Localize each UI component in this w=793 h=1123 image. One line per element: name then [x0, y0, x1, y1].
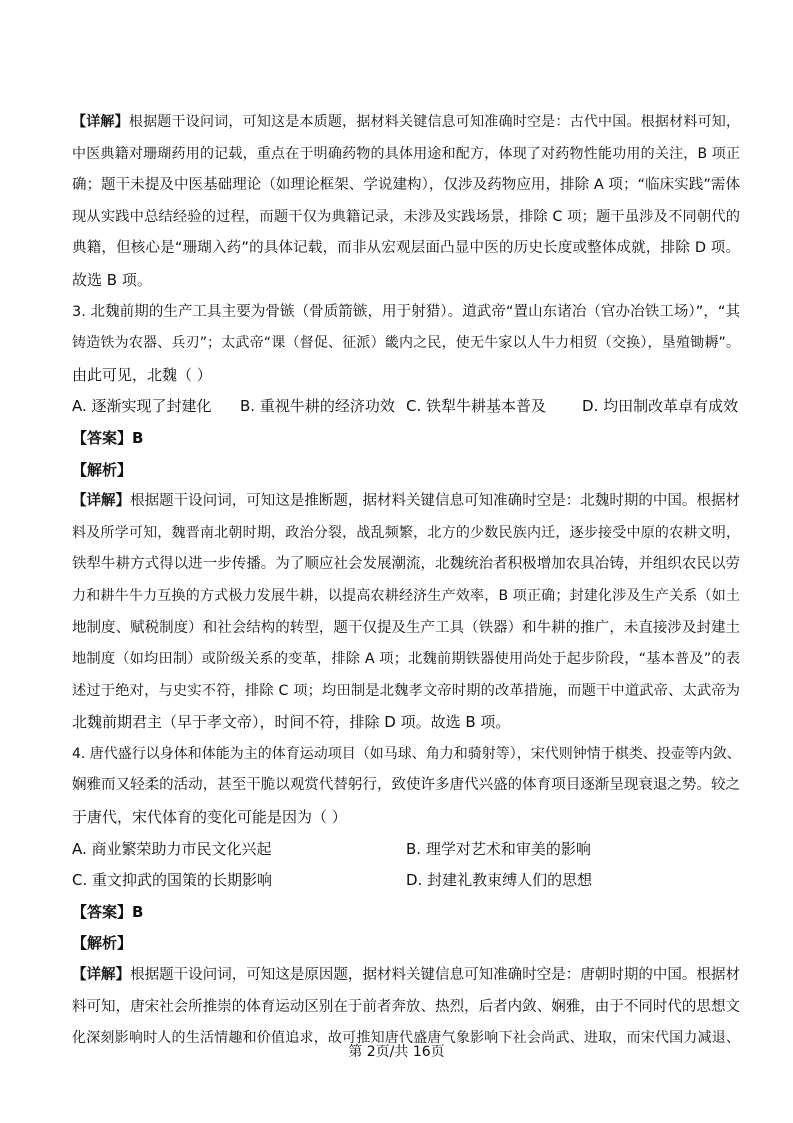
q3-option-c: C. 铁犁牛耕基本普及: [406, 397, 547, 416]
q3-analysis-label: 【解析】: [72, 460, 133, 479]
q3-detail-line-8: 北魏前期君主（早于孝文帝），时间不符，排除 D 项。故选 B 项。: [72, 713, 511, 732]
q2-detail-line-6: 故选 B 项。: [72, 270, 152, 289]
q3-option-a: A. 逐渐实现了封建化: [72, 397, 212, 416]
detail-label: 【详解】: [72, 114, 129, 130]
document-page: [72, 107, 740, 1055]
q3-detail-line-3: 铁犁牛耕方式得以进一步传播。为了顺应社会发展潮流，北魏统治者积极增加农具冶铸，并组织农民以劳: [72, 556, 740, 573]
q3-detail-line-4: 力和耕牛牛力互换的方式极力发展牛耕，以提高农耕经济生产效率，B 项正确；封建化涉及生产关系（如土: [72, 587, 740, 604]
q2-detail-line-2: 中医典籍对珊瑚药用的记载，重点在于明确药物的具体用途和配方，体现了对药物性能功用的关注，B 项正: [72, 145, 740, 162]
q2-detail-line-1: 【详解】根据题干设问词，可知这是本质题，据材料关键信息可知准确时空是：古代中国。根据材料可知，: [72, 114, 741, 130]
page-footer: 第 2页/共 16页: [348, 1044, 445, 1060]
q3-detail-line-1: 【详解】根据题干设问词，可知这是推断题，据材料关键信息可知准确时空是：北魏时期的中国。根据材: [72, 493, 741, 510]
q2-detail-line-5: 典籍，但核心是“珊瑚入药”的具体记载，而非从宏观层面凸显中医的历史长度或整体成就，排除 D 项。: [72, 240, 740, 257]
q4-options-row-2: [72, 865, 740, 897]
q3-detail-line-2: 料及所学可知，魏晋南北朝时期，政治分裂，战乱频繁，北方的少数民族内迁，逐步接受中原的农耕文明，: [72, 524, 740, 541]
q2-detail-line-4: 现从实践中总结经验的过程，而题干仅为典籍记录，未涉及实践场景，排除 C 项；题干虽涉及不同朝代的: [72, 208, 740, 225]
q4-analysis-label: 【解析】: [72, 934, 133, 953]
q4-stem-line-1: 4. 唐代盛行以身体和体能为主的体育运动项目（如马球、角力和骑射等），宋代则钟情于棋类、投壶等内敛、: [72, 745, 741, 762]
q4-option-c: C. 重文抑武的国策的长期影响: [72, 871, 273, 890]
q3-detail-line-7: 述过于绝对，与史实不符，排除 C 项；均田制是北魏孝文帝时期的改革措施，而题干中道武帝、太武帝为: [72, 682, 740, 699]
q4-detail-line-3: 化深刻影响时人的生活情趣和价值追求，故可推知唐代盛唐气象影响下社会尚武、进取，而宋代国力减退、: [72, 1030, 740, 1047]
q3-option-d: D. 均田制改革卓有成效: [582, 397, 739, 416]
q3-stem-line-3: 由此可见，北魏（ ）: [72, 365, 212, 384]
q4-answer: 【答案】B: [72, 902, 144, 921]
q2-detail-line-3: 确；题干未提及中医基础理论（如理论框架、学说建构），仅涉及药物应用，排除 A 项；“临床实践”需体: [72, 177, 740, 194]
detail-label: 【详解】: [72, 967, 131, 984]
q4-stem-line-2: 娴雅而又轻柔的活动，甚至干脆以观赏代替躬行，致使许多唐代兴盛的体育项目逐渐呈现衰退之势。较之: [72, 777, 740, 794]
q3-answer: 【答案】B: [72, 428, 144, 447]
q4-detail-line-1: 【详解】根据题干设问词，可知这是原因题，据材料关键信息可知准确时空是：唐朝时期的中国。根据材: [72, 967, 741, 984]
q4-option-d: D. 封建礼教束缚人们的思想: [406, 871, 593, 890]
q4-detail-line-2: 料可知，唐宋社会所推崇的体育运动区别在于前者奔放、热烈，后者内敛、娴雅，由于不同时代的思想文: [72, 998, 740, 1015]
q4-stem-line-3: 于唐代，宋代体育的变化可能是因为（ ）: [72, 808, 347, 827]
q3-detail-line-6: 地制度（如均田制）或阶级关系的变革，排除 A 项；北魏前期铁器使用尚处于起步阶段，“基本普及”的表: [72, 651, 740, 668]
q4-option-a: A. 商业繁荣助力市民文化兴起: [72, 839, 272, 858]
q3-stem-line-2: 铸造铁为农器、兵刃”；太武帝“课（督促、征派）畿内之民，使无牛家以人牛力相贸（交换），垦殖锄耨”。: [72, 335, 740, 352]
q3-option-b: B. 重视牛耕的经济功效: [240, 397, 395, 416]
q4-options-row-1: [72, 834, 740, 866]
q3-options: [72, 391, 740, 423]
q3-stem-line-1: 3. 北魏前期的生产工具主要为骨镞（骨质箭镞，用于射猎）。道武帝“置山东诸冶（官办冶铁工场）”，“其: [72, 303, 740, 320]
detail-label: 【详解】: [72, 493, 131, 510]
q3-detail-line-5: 地制度、赋税制度）和社会结构的转型，题干仅提及生产工具（铁器）和牛耕的推广，未直接涉及封建土: [72, 619, 740, 636]
q4-option-b: B. 理学对艺术和审美的影响: [406, 839, 591, 858]
